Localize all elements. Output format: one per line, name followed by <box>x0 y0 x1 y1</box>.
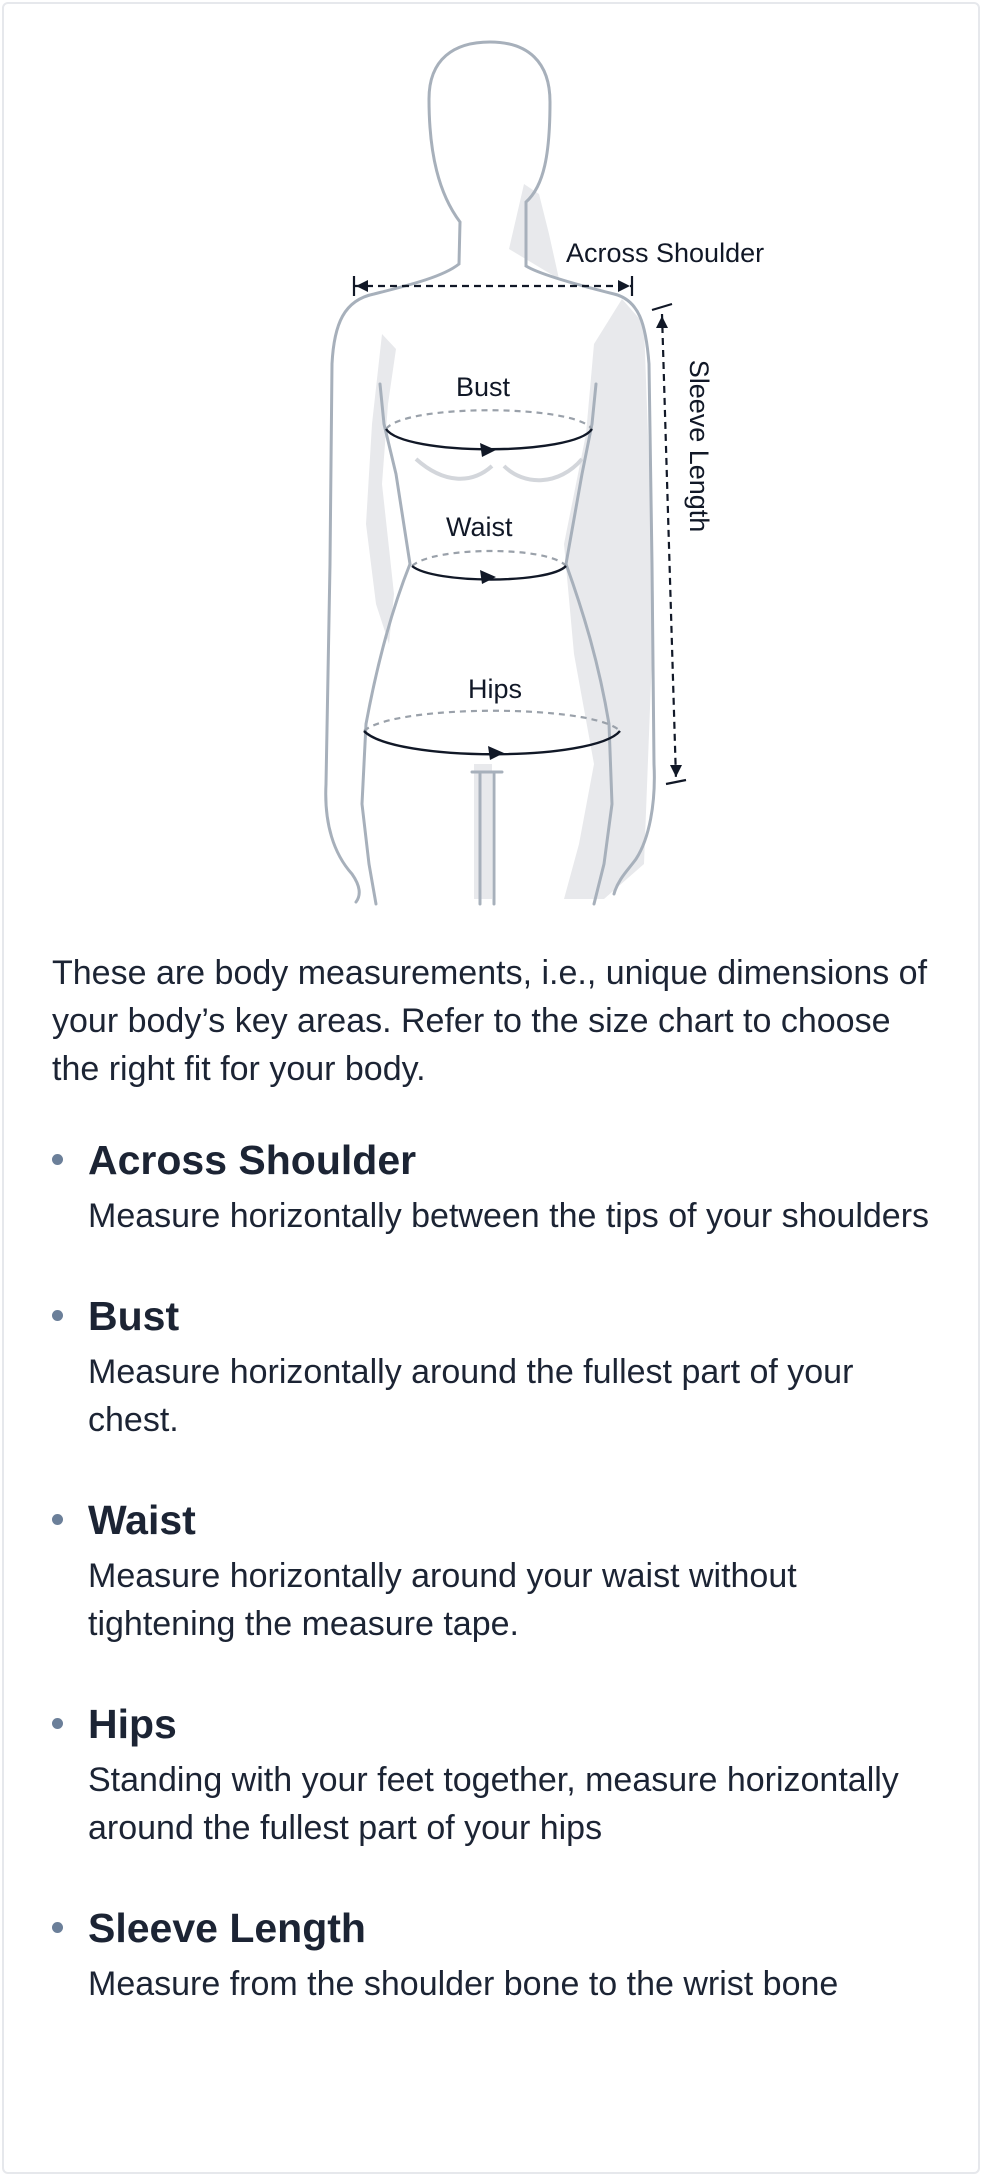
sleeve-length-measure <box>652 304 686 784</box>
label-across-shoulder: Across Shoulder <box>566 238 765 268</box>
label-hips: Hips <box>468 674 523 704</box>
body-measurement-diagram <box>4 4 984 914</box>
measurement-title: Hips <box>88 1701 177 1747</box>
bullet-icon <box>52 1154 63 1165</box>
mannequin-figure <box>4 4 984 914</box>
bullet-icon <box>52 1718 63 1729</box>
bust-measure <box>386 410 592 457</box>
measurement-description: Measure from the shoulder bone to the wrist bone <box>88 1965 839 2003</box>
list-item-hips <box>52 1696 932 1852</box>
bullet-icon <box>52 1514 63 1525</box>
measurement-description: Measure horizontally around your waist without tightening the measure tape. <box>88 1557 797 1643</box>
measurement-title: Sleeve Length <box>88 1905 366 1951</box>
measurement-list <box>52 1132 932 2056</box>
measurement-description: Standing with your feet together, measure horizontally around the fullest part of your hips <box>88 1761 899 1847</box>
bullet-icon <box>52 1922 63 1933</box>
intro-text: These are body measurements, i.e., unique dimensions of your body’s key areas. Refer to the size chart to choose the right fit for your body. <box>52 954 928 1088</box>
measurement-description: Measure horizontally between the tips of your shoulders <box>88 1197 930 1235</box>
measurement-title: Waist <box>88 1497 196 1543</box>
list-item-across-shoulder <box>52 1132 932 1240</box>
waist-measure <box>412 551 566 584</box>
measurement-title: Bust <box>88 1293 180 1339</box>
measurement-description: Measure horizontally around the fullest part of your chest. <box>88 1353 854 1439</box>
hips-measure <box>364 711 620 760</box>
bullet-icon <box>52 1310 63 1321</box>
list-item-bust <box>52 1288 932 1444</box>
across-shoulder-measure <box>354 276 632 296</box>
list-item-sleeve-length <box>52 1900 932 2008</box>
bust-contour <box>416 459 582 480</box>
label-sleeve-length: Sleeve Length <box>684 359 714 533</box>
measurement-title: Across Shoulder <box>88 1137 417 1183</box>
label-waist: Waist <box>446 512 513 542</box>
label-bust: Bust <box>456 372 511 402</box>
size-guide-card <box>2 2 980 2174</box>
list-item-waist <box>52 1492 932 1648</box>
